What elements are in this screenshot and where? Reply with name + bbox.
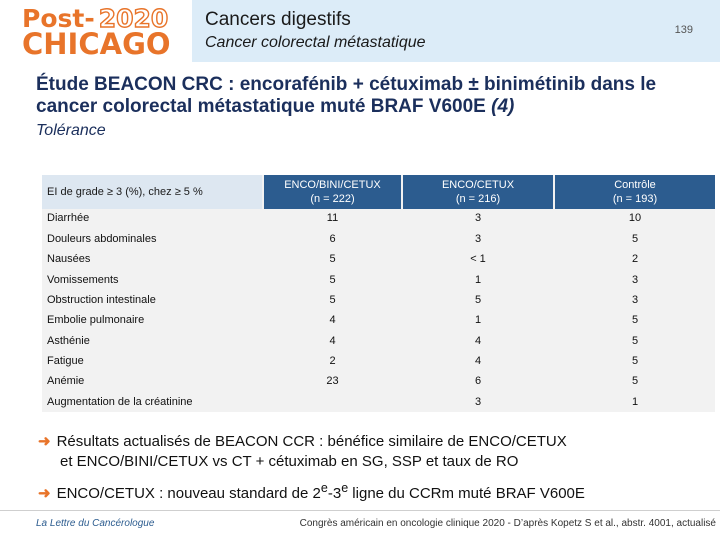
table-row: Asthénie 4 4 5 [47, 335, 639, 347]
logo-year: 2020 [98, 4, 169, 33]
table-row: Fatigue 2 4 5 [47, 355, 639, 367]
table-row: Diarrhée 11 3 10 [47, 212, 642, 224]
section-title: Tolérance [36, 122, 106, 139]
table-row: Nausées 5 < 1 2 [47, 253, 639, 265]
footer-journal: La Lettre du Cancérologue [36, 518, 155, 529]
arrow-icon: ➜ [38, 485, 51, 502]
table-row: Douleurs abdominales 6 3 5 [47, 233, 639, 245]
header-title: Cancers digestifs [205, 9, 351, 30]
table-row: Anémie 23 6 5 [47, 375, 639, 387]
arrow-icon: ➜ [38, 433, 51, 450]
study-reference: (4) [491, 96, 515, 117]
table-header-controle: Contrôle (n = 193) [555, 175, 715, 209]
table-header-enco-bini-cetux: ENCO/BINI/CETUX (n = 222) [264, 175, 401, 209]
footer-divider [0, 510, 720, 511]
header-subtitle: Cancer colorectal métastatique [205, 34, 426, 51]
logo-line2: CHICAGO [22, 27, 171, 61]
table-row: Obstruction intestinale 5 5 3 [47, 294, 639, 306]
page-number: 139 [674, 24, 693, 36]
study-title-text: Étude BEACON CRC : encorafénib + cétuximab ± binimétinib dans le cancer colorectal métastatique muté BRAF V600E [36, 74, 657, 117]
study-title [36, 74, 696, 118]
logo-line1: Post- [22, 4, 95, 33]
post-chicago-logo [0, 0, 192, 62]
table-row: Augmentation de la créatinine 3 1 [47, 396, 639, 408]
table-header [42, 175, 715, 209]
table-row: Vomissements 5 1 3 [47, 274, 639, 286]
bullet-results: ➜ Résultats actualisés de BEACON CCR : bénéfice similaire de ENCO/CETUX et ENCO/BINI/CETUX vs CT + cétuximab en SG, SSP et taux de RO [38, 433, 567, 470]
bullet-standard: ➜ ENCO/CETUX : nouveau standard de 2e-3e ligne du CCRm muté BRAF V600E [38, 481, 585, 502]
table-row: Embolie pulmonaire 4 1 5 [47, 314, 639, 326]
footer-source: Congrès américain en oncologie clinique 2020 - D’après Kopetz S et al., abstr. 4001, actualisé [299, 518, 716, 529]
table-header-enco-cetux: ENCO/CETUX (n = 216) [403, 175, 553, 209]
table-header-first: EI de grade ≥ 3 (%), chez ≥ 5 % [42, 175, 262, 209]
adverse-events-table [42, 175, 715, 412]
